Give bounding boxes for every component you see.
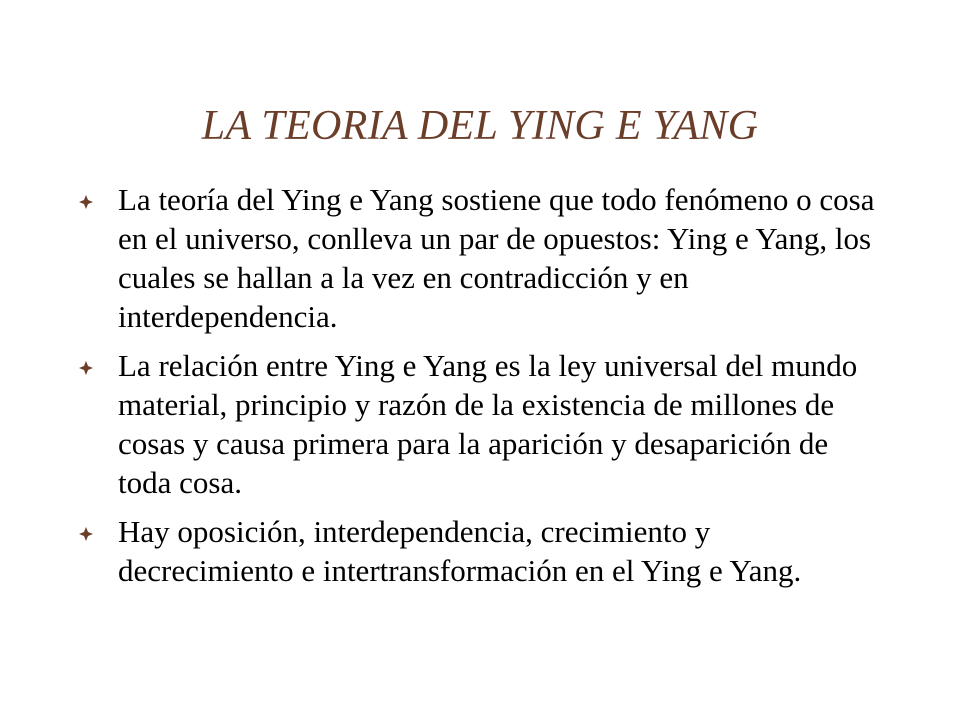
bullet-item (78, 180, 878, 336)
diamond-fleuron-icon (78, 526, 94, 542)
diamond-fleuron-icon (78, 360, 94, 376)
bullet-item (78, 346, 878, 502)
bullet-item (78, 512, 878, 590)
bullet-list (78, 180, 878, 600)
bullet-text: La teoría del Ying e Yang sostiene que todo fenómeno o cosa en el universo, conlleva un par de opuestos: Ying e Yang, los cuales se hallan a la vez en contradicción y en interdependencia. (118, 182, 875, 334)
bullet-text: Hay oposición, interdependencia, crecimiento y decrecimiento e intertransformación en el Ying e Yang. (118, 514, 802, 588)
diamond-fleuron-icon (78, 194, 94, 210)
slide-title: LA TEORIA DEL YING E YANG (201, 103, 759, 149)
bullet-text: La relación entre Ying e Yang es la ley universal del mundo material, principio y razón de la existencia de millones de cosas y causa primera para la aparición y desaparición de toda cosa. (118, 348, 858, 500)
